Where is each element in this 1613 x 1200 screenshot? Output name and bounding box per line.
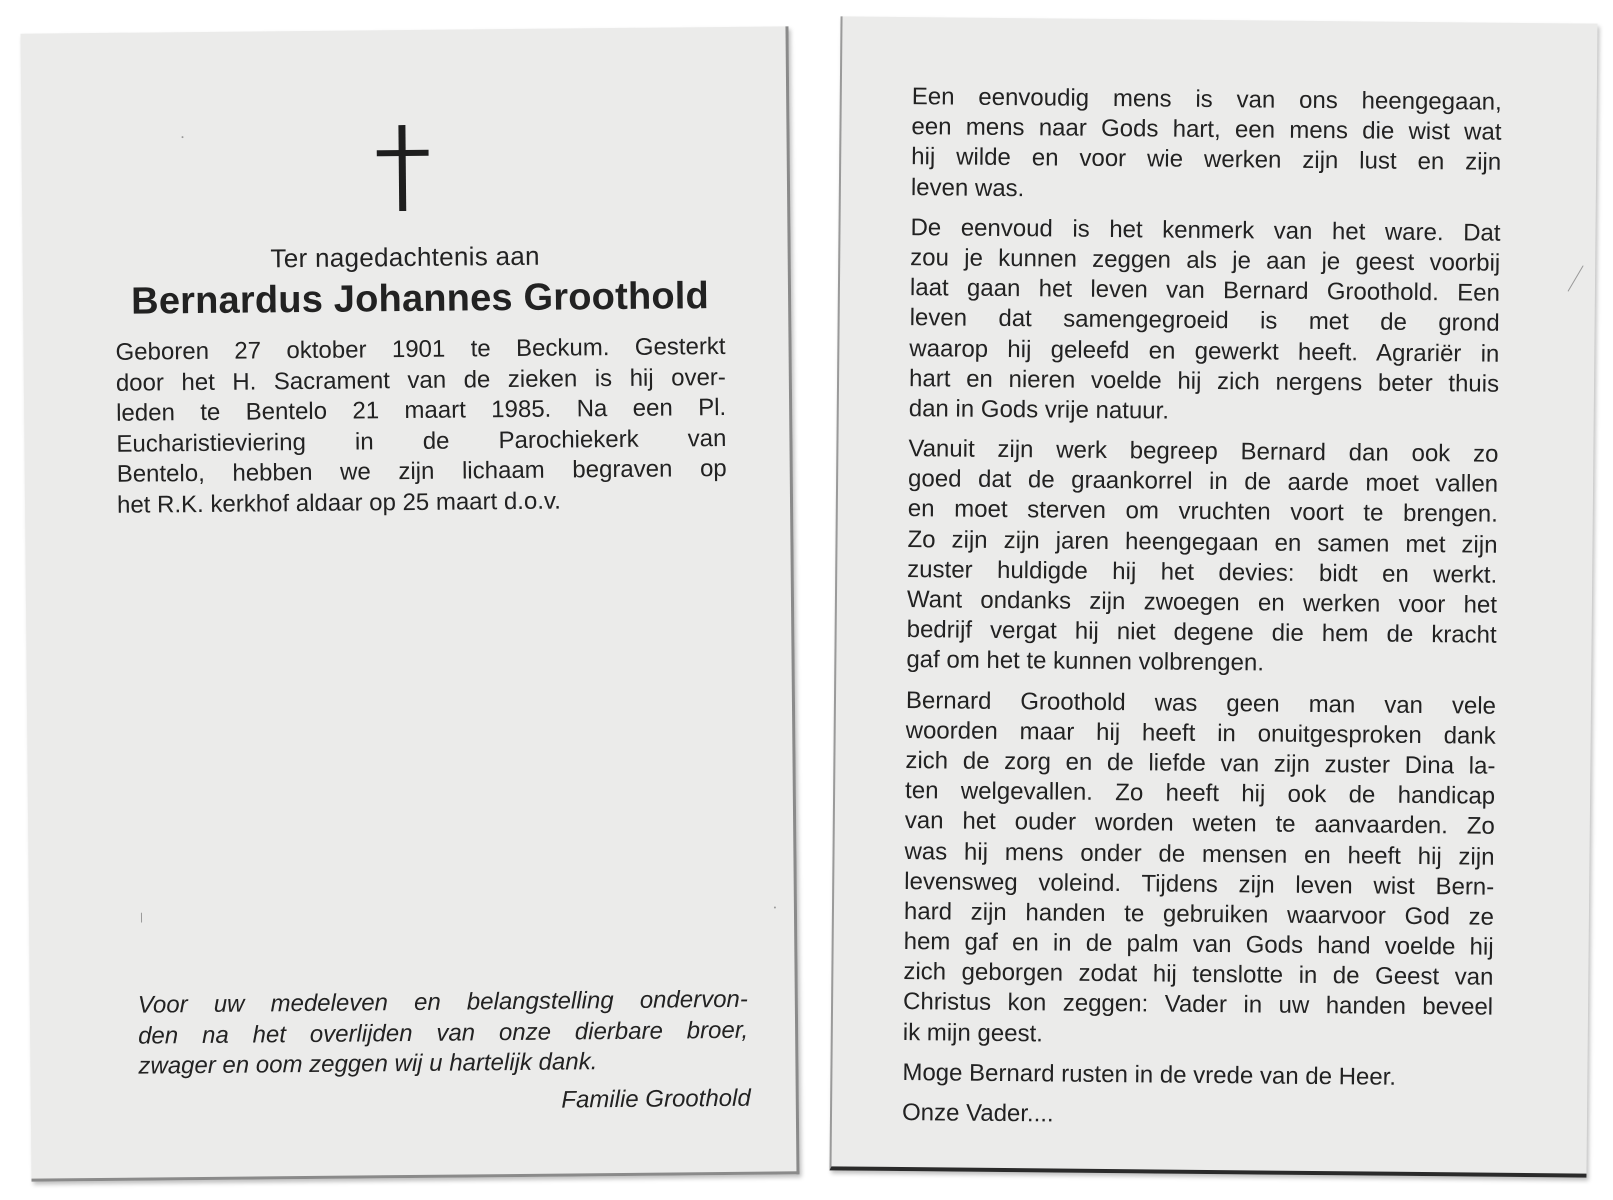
text-line: hij wilde en voor wie werken zijn lust en zijn [911,143,1502,177]
text-line: Bernard Groothold was geen man van vele [905,686,1497,720]
text-line: zich geborgen zodat hij tenslotte in de Geest van [903,958,1494,991]
bio-line: door het H. Sacrament van de zieken is hij over- [115,363,726,397]
text-line: ik mijn geest. [902,1018,1043,1048]
text-line: woorden maar hij heeft in onuitgesproken dank [905,716,1496,750]
paragraph [906,434,1498,681]
text-line: Want ondanks zijn zwoegen en werken voor het [906,586,1498,619]
text-line: dan in Gods vrije natuur. [908,394,1170,425]
text-line: laat gaan het leven van Bernard Groothold. Een [909,274,1501,307]
thanks-line: zwager en oom zeggen wij u hartelijk dank. [138,1048,598,1080]
text-line: Een eenvoudig mens is van ons heengegaan, [911,83,1502,116]
text-line: hart en nieren voelde hij zich nergens beter thuis [908,364,1500,398]
cross-icon [376,125,429,211]
deceased-name: Bernardus Johannes Groothold [130,275,710,323]
paper-fleck [1568,265,1584,291]
bio-line: Eucharistieviering in de Parochiekerk van [116,424,727,458]
paragraph [902,1098,1492,1134]
text-line: Christus kon zeggen: Vader in uw handen beveel [902,988,1494,1022]
intro-text: Ter nagedachtenis aan [270,240,540,274]
text-line: hem gaf en in de palm van Gods hand voelde hij [903,928,1494,961]
text-line: van het ouder worden weten te aanvaarden. Zo [904,807,1495,841]
text-line: gaf om het te kunnen volbrengen. [906,646,1265,677]
paragraph [903,686,1496,1054]
text-line: een mens naar Gods hart, een mens die wist wat [911,113,1502,146]
memorial-text [902,82,1502,1144]
text-line: zou je kunnen zeggen als je aan je geest voorbij [910,244,1501,277]
text-line: bedrijf vergat hij niet degene die hem de kracht [906,616,1497,649]
text-line: zuster huldigde hij het devies: bidt en werkt. [907,555,1498,589]
text-line: goed dat de graankorrel in de aarde moet vallen [907,465,1499,498]
text-line: Onze Vader.... [901,1099,1054,1128]
text-line: Vanuit zijn werk begreep Bernard dan ook zo [908,435,1499,468]
bio-line: leden te Bentelo 21 maart 1985. Na een Pl. [116,393,727,427]
text-line: waarop hij geleefd en gewerkt heeft. Agrariër in [909,334,1500,368]
paper-fleck [141,913,142,923]
bio-line: Geboren 27 oktober 1901 te Beckum. Gesterkt [115,332,726,366]
text-line: hard zijn handen te gebruiken waarvoor God ze [903,897,1495,931]
biography-text [115,332,727,521]
thanks-line: den na het overlijden van onze dierbare broer, [138,1016,749,1050]
text-line: zich de zorg en de liefde van zijn zuster Dina la- [905,746,1496,780]
text-line: was hij mens onder de mensen en heeft hij zijn [904,837,1495,871]
text-line: Zo zijn zijn jaren heengegaan en samen met zijn [907,525,1498,559]
paper-fleck [774,907,776,909]
text-line: en moet sterven om vruchten voort te brengen. [907,495,1498,529]
paragraph [902,1058,1492,1094]
paper-fleck [181,136,183,138]
bio-line: Bentelo, hebben we zijn lichaam begraven op [116,454,727,488]
memorial-card-front [21,26,800,1181]
memorial-card-back [829,16,1597,1177]
text-line: Moge Bernard rusten in de vrede van de Heer. [902,1058,1397,1091]
paragraph [911,82,1502,208]
bio-line: het R.K. kerkhof aldaar op 25 maart d.o.v. [116,487,561,519]
thanks-text [138,985,749,1082]
text-line: De eenvoud is het kenmerk van het ware. Dat [910,213,1501,247]
text-line: leven was. [910,173,1025,202]
paragraph [909,213,1501,430]
text-line: ten welgevallen. Zo heeft hij ook de handicap [904,777,1496,810]
family-signature: Familie Groothold [561,1084,751,1114]
text-line: leven dat samengegroeid is met de grond [909,304,1500,338]
thanks-line: Voor uw medeleven en belangstelling ondervon- [137,985,748,1019]
text-line: levensweg voleind. Tijdens zijn leven wist Bern- [904,867,1495,901]
